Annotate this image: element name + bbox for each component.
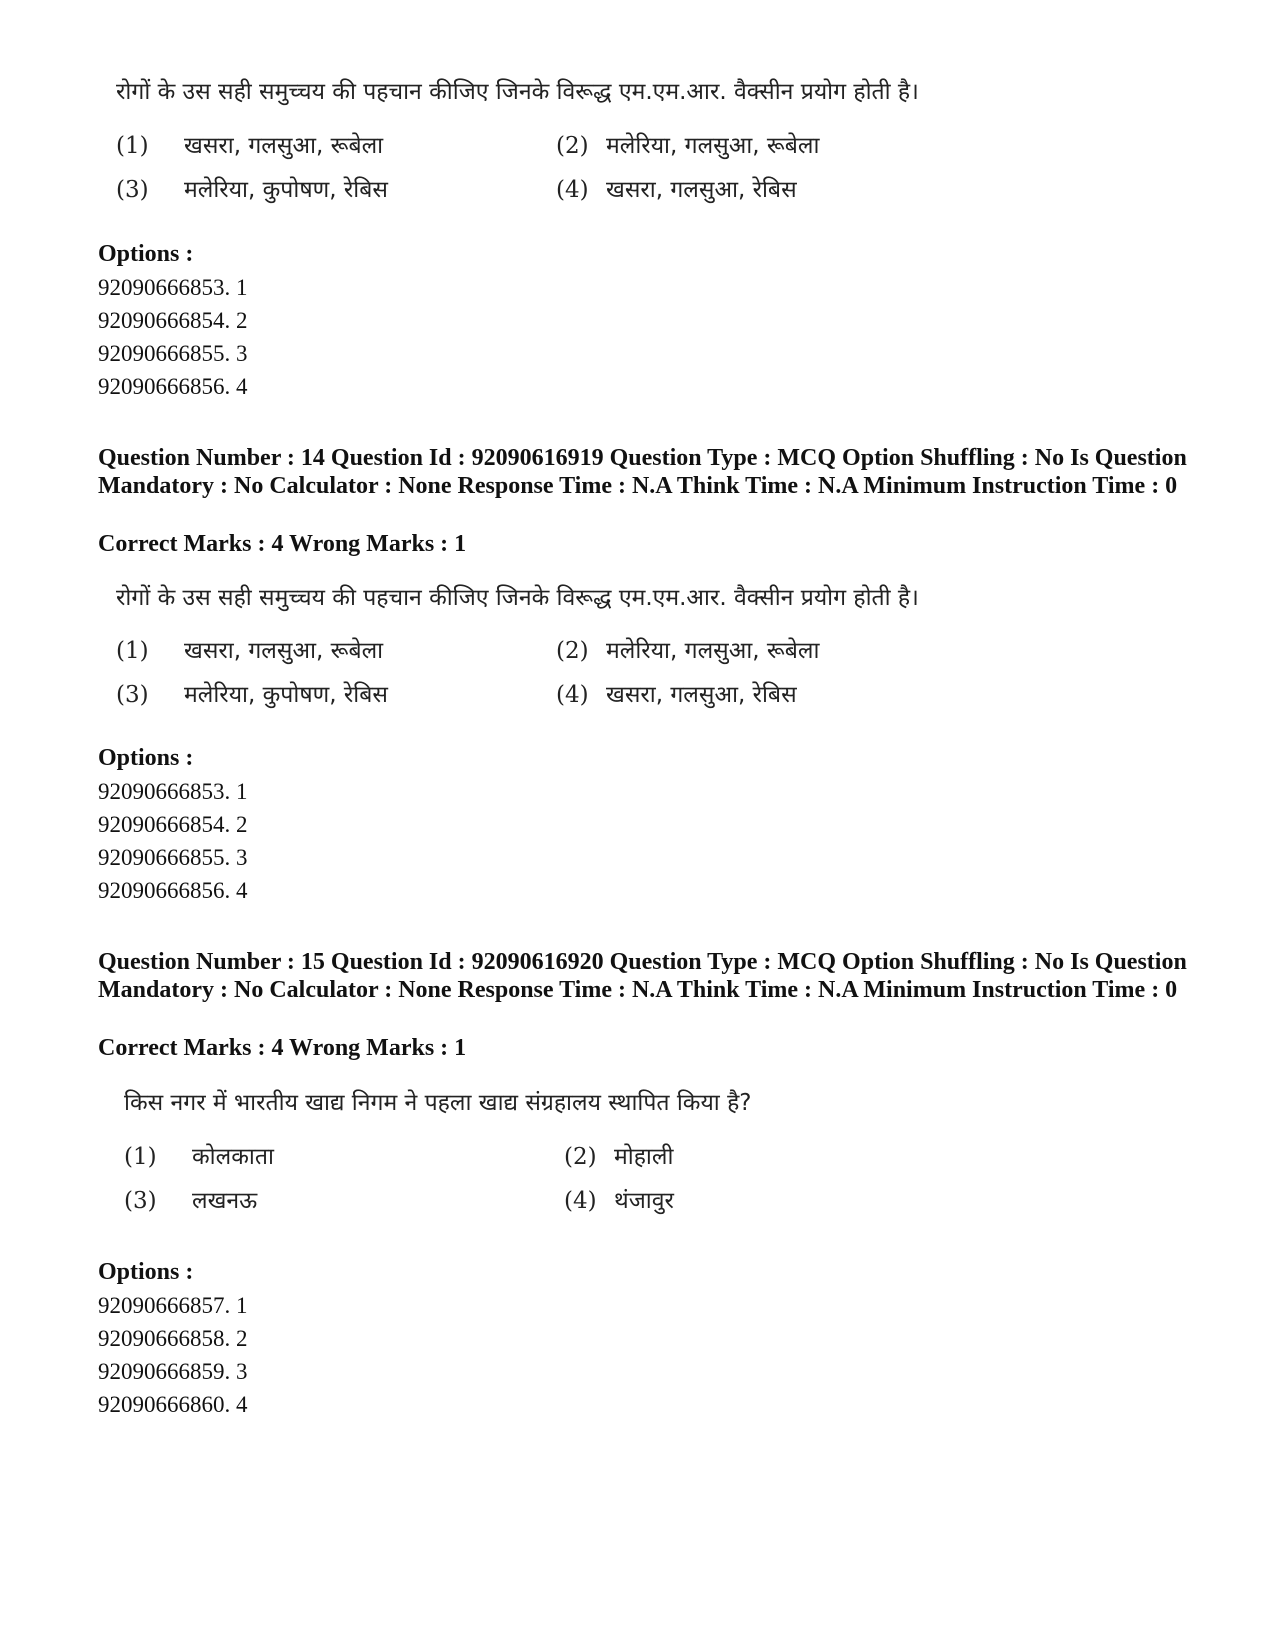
options-label: Options : [98, 241, 194, 267]
choice-number: (2) [556, 638, 589, 664]
choice-2 [556, 633, 819, 665]
option-item: 92090666855. 3 [98, 845, 248, 870]
choice-3 [124, 1183, 257, 1215]
marks-line: Correct Marks : 4 Wrong Marks : 1 [98, 1035, 467, 1061]
options-section [98, 1258, 1178, 1421]
choice-text: खसरा, गलसुआ, रेबिस [606, 177, 797, 203]
choice-2 [564, 1139, 673, 1171]
choice-text: लखनऊ [192, 1188, 258, 1214]
choice-1 [116, 128, 383, 160]
choice-text: मोहाली [614, 1144, 674, 1170]
options-section [98, 744, 1178, 907]
option-item: 92090666858. 2 [98, 1326, 248, 1351]
choice-text: थंजावुर [614, 1188, 674, 1214]
option-item: 92090666854. 2 [98, 308, 248, 333]
options-label: Options : [98, 745, 194, 771]
choice-text: मलेरिया, कुपोषण, रेबिस [184, 177, 388, 203]
question-stem: किस नगर में भारतीय खाद्य निगम ने पहला खाद्य संग्रहालय स्थापित किया है? [124, 1090, 752, 1116]
choice-4 [564, 1183, 674, 1215]
question-meta: Question Number : 14 Question Id : 92090616919 Question Type : MCQ Option Shuffling : No Is Question Mandatory : No Calculator : None Response Time : N.A Think Time : N.A Minimum Instruction Time : 0 [98, 445, 1187, 499]
choice-text: मलेरिया, कुपोषण, रेबिस [184, 682, 388, 708]
choice-number: (1) [116, 133, 149, 159]
choice-text: खसरा, गलसुआ, रूबेला [184, 133, 384, 159]
option-item: 92090666857. 1 [98, 1293, 248, 1318]
choice-number: (2) [564, 1144, 597, 1170]
question-stem: रोगों के उस सही समुच्चय की पहचान कीजिए जिनके विरूद्ध एम.एम.आर. वैक्सीन प्रयोग होती है। [116, 79, 919, 105]
choice-number: (2) [556, 133, 589, 159]
choice-number: (4) [556, 177, 589, 203]
choice-number: (3) [124, 1188, 157, 1214]
choice-number: (4) [556, 682, 589, 708]
question-meta: Question Number : 15 Question Id : 92090616920 Question Type : MCQ Option Shuffling : No Is Question Mandatory : No Calculator : None Response Time : N.A Think Time : N.A Minimum Instruction Time : 0 [98, 949, 1187, 1003]
option-item: 92090666854. 2 [98, 812, 248, 837]
choice-number: (3) [116, 177, 149, 203]
choice-text: खसरा, गलसुआ, रूबेला [184, 638, 384, 664]
choice-text: मलेरिया, गलसुआ, रूबेला [606, 638, 820, 664]
options-section [98, 240, 1178, 403]
choice-number: (1) [124, 1144, 157, 1170]
option-item: 92090666853. 1 [98, 779, 248, 804]
choice-text: खसरा, गलसुआ, रेबिस [606, 682, 797, 708]
choice-4 [556, 172, 797, 204]
marks-line: Correct Marks : 4 Wrong Marks : 1 [98, 531, 467, 557]
choice-1 [116, 633, 383, 665]
choice-4 [556, 677, 797, 709]
options-label: Options : [98, 1259, 194, 1285]
option-item: 92090666856. 4 [98, 878, 248, 903]
choice-number: (4) [564, 1188, 597, 1214]
choice-1 [124, 1139, 274, 1171]
option-item: 92090666860. 4 [98, 1392, 248, 1417]
choice-number: (3) [116, 682, 149, 708]
choice-text: मलेरिया, गलसुआ, रूबेला [606, 133, 820, 159]
question-stem: रोगों के उस सही समुच्चय की पहचान कीजिए जिनके विरूद्ध एम.एम.आर. वैक्सीन प्रयोग होती है। [116, 585, 919, 611]
option-item: 92090666853. 1 [98, 275, 248, 300]
option-item: 92090666859. 3 [98, 1359, 248, 1384]
choice-3 [116, 677, 388, 709]
choice-3 [116, 172, 388, 204]
option-item: 92090666855. 3 [98, 341, 248, 366]
choice-text: कोलकाता [192, 1144, 274, 1170]
option-item: 92090666856. 4 [98, 374, 248, 399]
choice-2 [556, 128, 819, 160]
choice-number: (1) [116, 638, 149, 664]
